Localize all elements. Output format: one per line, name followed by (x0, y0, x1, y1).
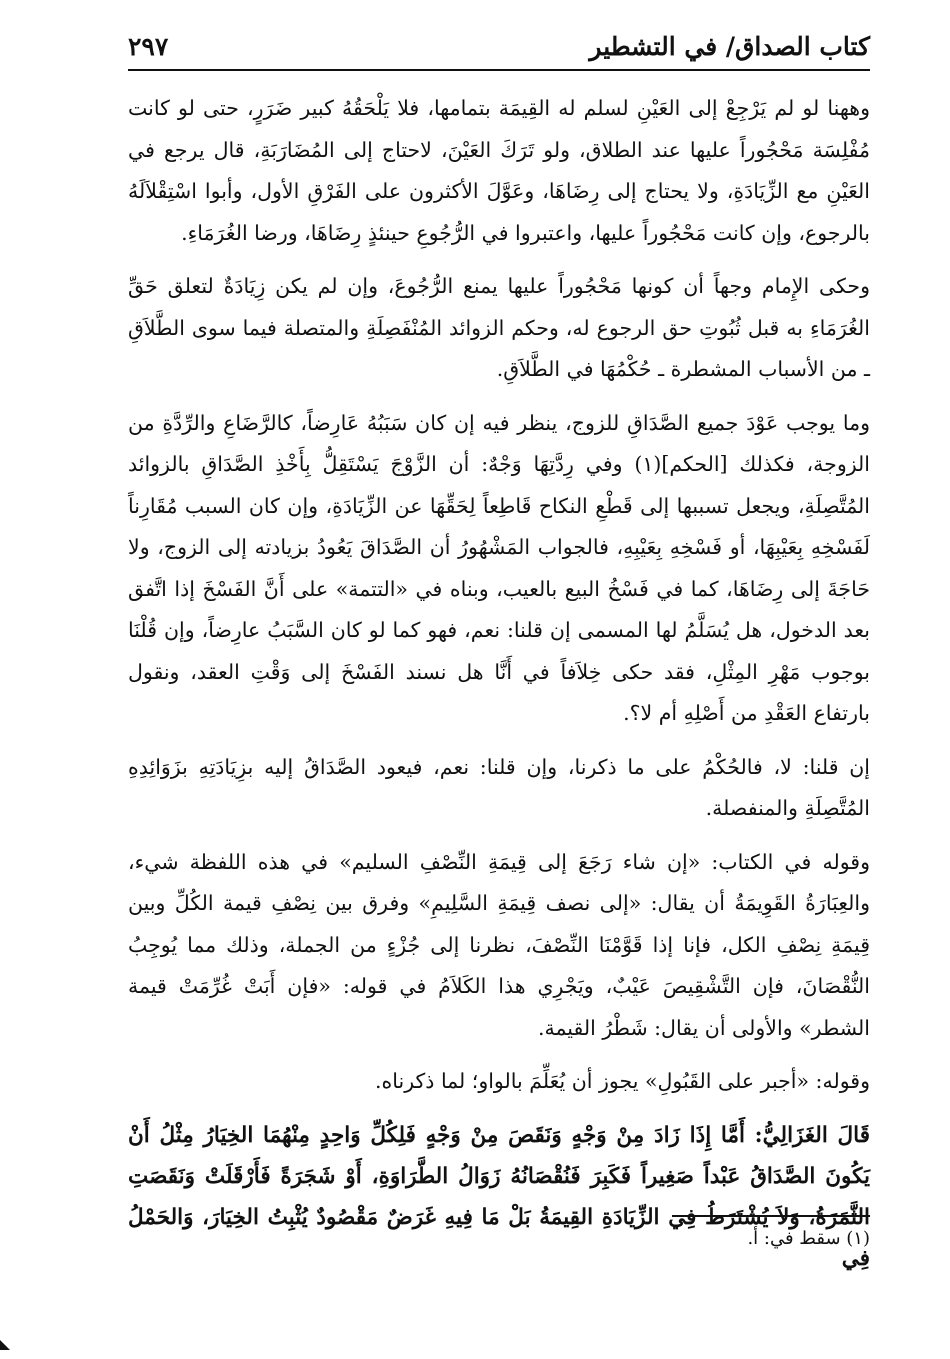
page-header (128, 30, 870, 72)
paragraph-3: وما يوجب عَوْدَ جميع الصَّدَاقِ للزوج، ينظر فيه إن كان سَبَبُهُ عَارِضاً، كالرَّضَاعِ والرِّدَّةِ من الزوجة، فكذلك [الحكم](١) وفي رِدَّتِهَا وَجْهٌ: أن الزَّوْجَ يَسْتَقِلُّ بِأَخْذِ الصَّدَاقِ بالزوائد المُتَّصِلَةِ، ويجعل تسببها إلى قَطْعِ النكاح قَاطِعاً لِحَقِّهَا عن الزِّيَادَةِ، وإن كان السبب مُقَارِناً لَفَسْخِهِ بِعَيْبِهَا، أو فَسْخِهِ بِعَيْبِهِ، فالجواب المَشْهُورُ أن الصَّدَاقَ يَعُودُ بزيادته إلى الزوج، ولا حَاجَةَ إلى رِضَاهَا، كما في فَسْخُ البيع بالعيب، وبناه في «التتمة» على أَنَّ الفَسْخَ إذا اتَّفق بعد الدخول، هل يُسَلَّمُ لها المسمى إن قلنا: نعم، فهو كما لو كان السَّبَبُ عارِضاً، وإن قُلْنَا بوجوب مَهْرِ المِثْلِ، فقد حكى خِلاَفاً في أَنَّا هل نسند الفَسْخَ إلى وَقْتِ العقد، ونقول بارتفاع العَقْدِ من أَصْلِهِ أم لا؟. (128, 410, 870, 725)
header-rule (128, 69, 870, 71)
footnote-rule (672, 1215, 870, 1217)
paragraph-4: إن قلنا: لا، فالحُكْمُ على ما ذكرنا، وإن قلنا: نعم، فيعود الصَّدَاقُ إليه بزِيَادَتِهِ بزَوَائِدِهِ المُتَّصِلَةِ والمنفصلة. (128, 754, 870, 820)
paragraph-1: وههنا لو لم يَرْجِعْ إلى العَيْنِ لسلم له القِيمَة بتمامها، فلا يَلْحَقُهُ كبير ضَرَرٍ، حتى لو كانت مُفْلِسَة مَحْجُوراً عليها عند الطلاق، ولو تَرَكَ العَيْنَ، لاحتاج إلى المُضَارَبَةِ، قال يرجع في العَيْنِ مع الزِّيَادَةِ، ولا يحتاج إلى رِضَاهَا، وعَوَّلَ الأكثرون على الفَرْقِ الأول، وأبوا اسْتِقْلاَلَهُ بالرجوع، وإن كانت مَحْجُوراً عليها، واعتبروا في الرُّجُوعِ حينئذٍ رِضَاهَا، ورضا الغُرَمَاءِ. (128, 96, 870, 245)
paragraph-5: وقوله في الكتاب: «إن شاء رَجَعَ إلى قِيمَةِ النِّصْفِ السليم» في هذه اللفظة شيء، والعِبَارَةُ القَوِيمَةُ أن يقال: «إلى نصف قِيمَةِ السَّلِيمِ» وفرق بين نِصْفِ قيمة الكُلِّ وبين قِيمَةِ نِصْفِ الكل، فإنا إذا قَوَّمْنَا النِّصْفَ، نظرنا إلى جُزْءٍ من الجملة، وذلك مما يُوجِبُ النُّقْصَانَ، فإن التَّشْقِيصَ عَيْبٌ، ويَجْرِي هذا الكَلاَمُ في قوله: «فإن أَبَتْ غُرِّمَتْ قيمة الشطر» والأولى أن يقال: شَطْرُ القيمة. (128, 849, 870, 1040)
corner-mark (0, 1340, 10, 1350)
footnote: (١) سقط في: أ. (747, 1228, 870, 1249)
paragraph-2: وحكى الإِمام وجهاً أن كونها مَحْجُوراً عليها يمنع الرُّجُوعَ، وإن لم يكن زِيَادَةٌ لتعلق حَقِّ الغُرَمَاءِ به قبل ثُبُوتِ حق الرجوع له، وحكم الزوائد المُنْفَصِلَةِ والمتصلة فيما سوى الطَّلاَقِ ـ من الأسباب المشطرة ـ حُكْمُهَا في الطَّلاَقِ. (128, 274, 870, 381)
paragraph-6: وقوله: «أجبر على القَبُولِ» يجوز أن يُعَلِّمَ بالواو؛ لما ذكرناه. (375, 1069, 870, 1093)
paragraph-7-quote: قَالَ الغَزَالِيُّ: أَمَّا إِذَا زَادَ مِنْ وَجْهٍ وَنَقَصَ مِنْ وَجْهٍ فَلِكُلِّ وَاحِدٍ مِنْهُمَا الخِيَارُ مِثْلُ أَنْ يَكُونَ الصَّدَاقُ عَبْداً صَغِيراً فَكَبِرَ فَنُقْصَانُهُ زَوَالُ الطَّرَاوَةِ، أَوْ شَجَرَةً فَأَرْقَلَتْ وَنَقَصَتِ الثَّمَرَةُ، وَلاَ يُشْتَرَطُ فِي الزِّيَادَةِ القِيمَةُ بَلْ مَا فِيهِ غَرَضٌ مَقْصُودٌ يُثْبِتُ الخِيَارَ، وَالحَمْلُ فِي (128, 1122, 870, 1271)
running-head: كتاب الصداق/ في التشطير (589, 32, 870, 61)
page-number: ٢٩٧ (128, 32, 169, 61)
body-text (128, 88, 870, 1291)
